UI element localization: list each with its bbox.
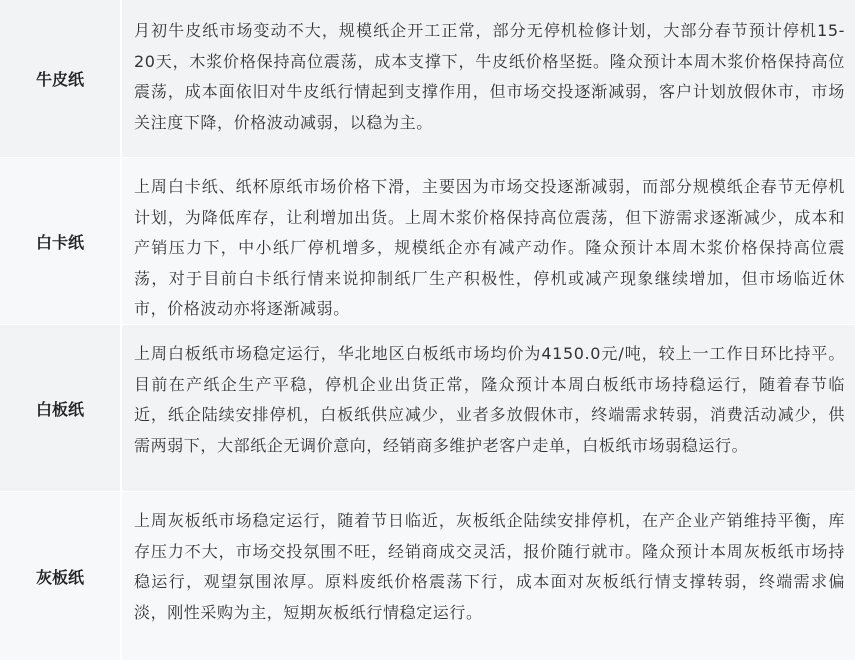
row-text: 上周灰板纸市场稳定运行，随着节日临近，灰板纸企陆续安排停机，在产企业产销维持平衡，库存压力不大，市场交投氛围不旺，经销商成交灵活，报价随行就市。隆众预计本周灰板纸市场持稳运行，观望氛围浓厚。原料废纸价格震荡下行，成本面对灰板纸行情支撑转弱，终端需求偏淡，刚性采购为主，短期灰板纸行情稳定运行。 bbox=[134, 511, 845, 622]
row-label: 白卡纸 bbox=[0, 158, 122, 324]
row-grey-board bbox=[0, 492, 855, 661]
row-text: 上周白板纸市场稳定运行，华北地区白板纸市场均价为4150.0元/吨，较上一工作日环比持平。目前在产纸企生产平稳，停机企业出货正常，隆众预计本周白板纸市场持稳运行，随着春节临近，纸企陆续安排停机，白板纸供应减少，业者多放假休市，终端需求转弱，消费活动减少，供需两弱下，大部纸企无调价意向，经销商多维护老客户走单，白板纸市场弱稳运行。 bbox=[134, 344, 845, 455]
row-label: 白板纸 bbox=[0, 325, 122, 491]
row-label: 牛皮纸 bbox=[0, 0, 122, 157]
row-text: 上周白卡纸、纸杯原纸市场价格下滑，主要因为市场交投逐渐减弱，而部分规模纸企春节无停机计划，为降低库存，让利增加出货。上周木浆价格保持高位震荡，但下游需求逐渐减少，成本和产销压力下，中小纸厂停机增多，规模纸企亦有减产动作。隆众预计本周木浆价格保持高位震荡，对于目前白卡纸行情来说抑制纸厂生产积极性，停机或减产现象继续增加，但市场临近休市，价格波动亦将逐渐减弱。 bbox=[134, 177, 845, 318]
row-label: 灰板纸 bbox=[0, 492, 122, 660]
row-white-board bbox=[0, 325, 855, 492]
row-text: 月初牛皮纸市场变动不大，规模纸企开工正常，部分无停机检修计划，大部分春节预计停机15-20天，木浆价格保持高位震荡，成本支撑下，牛皮纸价格坚挺。隆众预计本周木浆价格保持高位震荡，成本面依旧对牛皮纸行情起到支撑作用，但市场交投逐渐减弱，客户计划放假休市，市场关注度下降，价格波动减弱，以稳为主。 bbox=[134, 21, 845, 132]
row-white-cardboard bbox=[0, 158, 855, 325]
row-kraft-paper bbox=[0, 0, 855, 158]
